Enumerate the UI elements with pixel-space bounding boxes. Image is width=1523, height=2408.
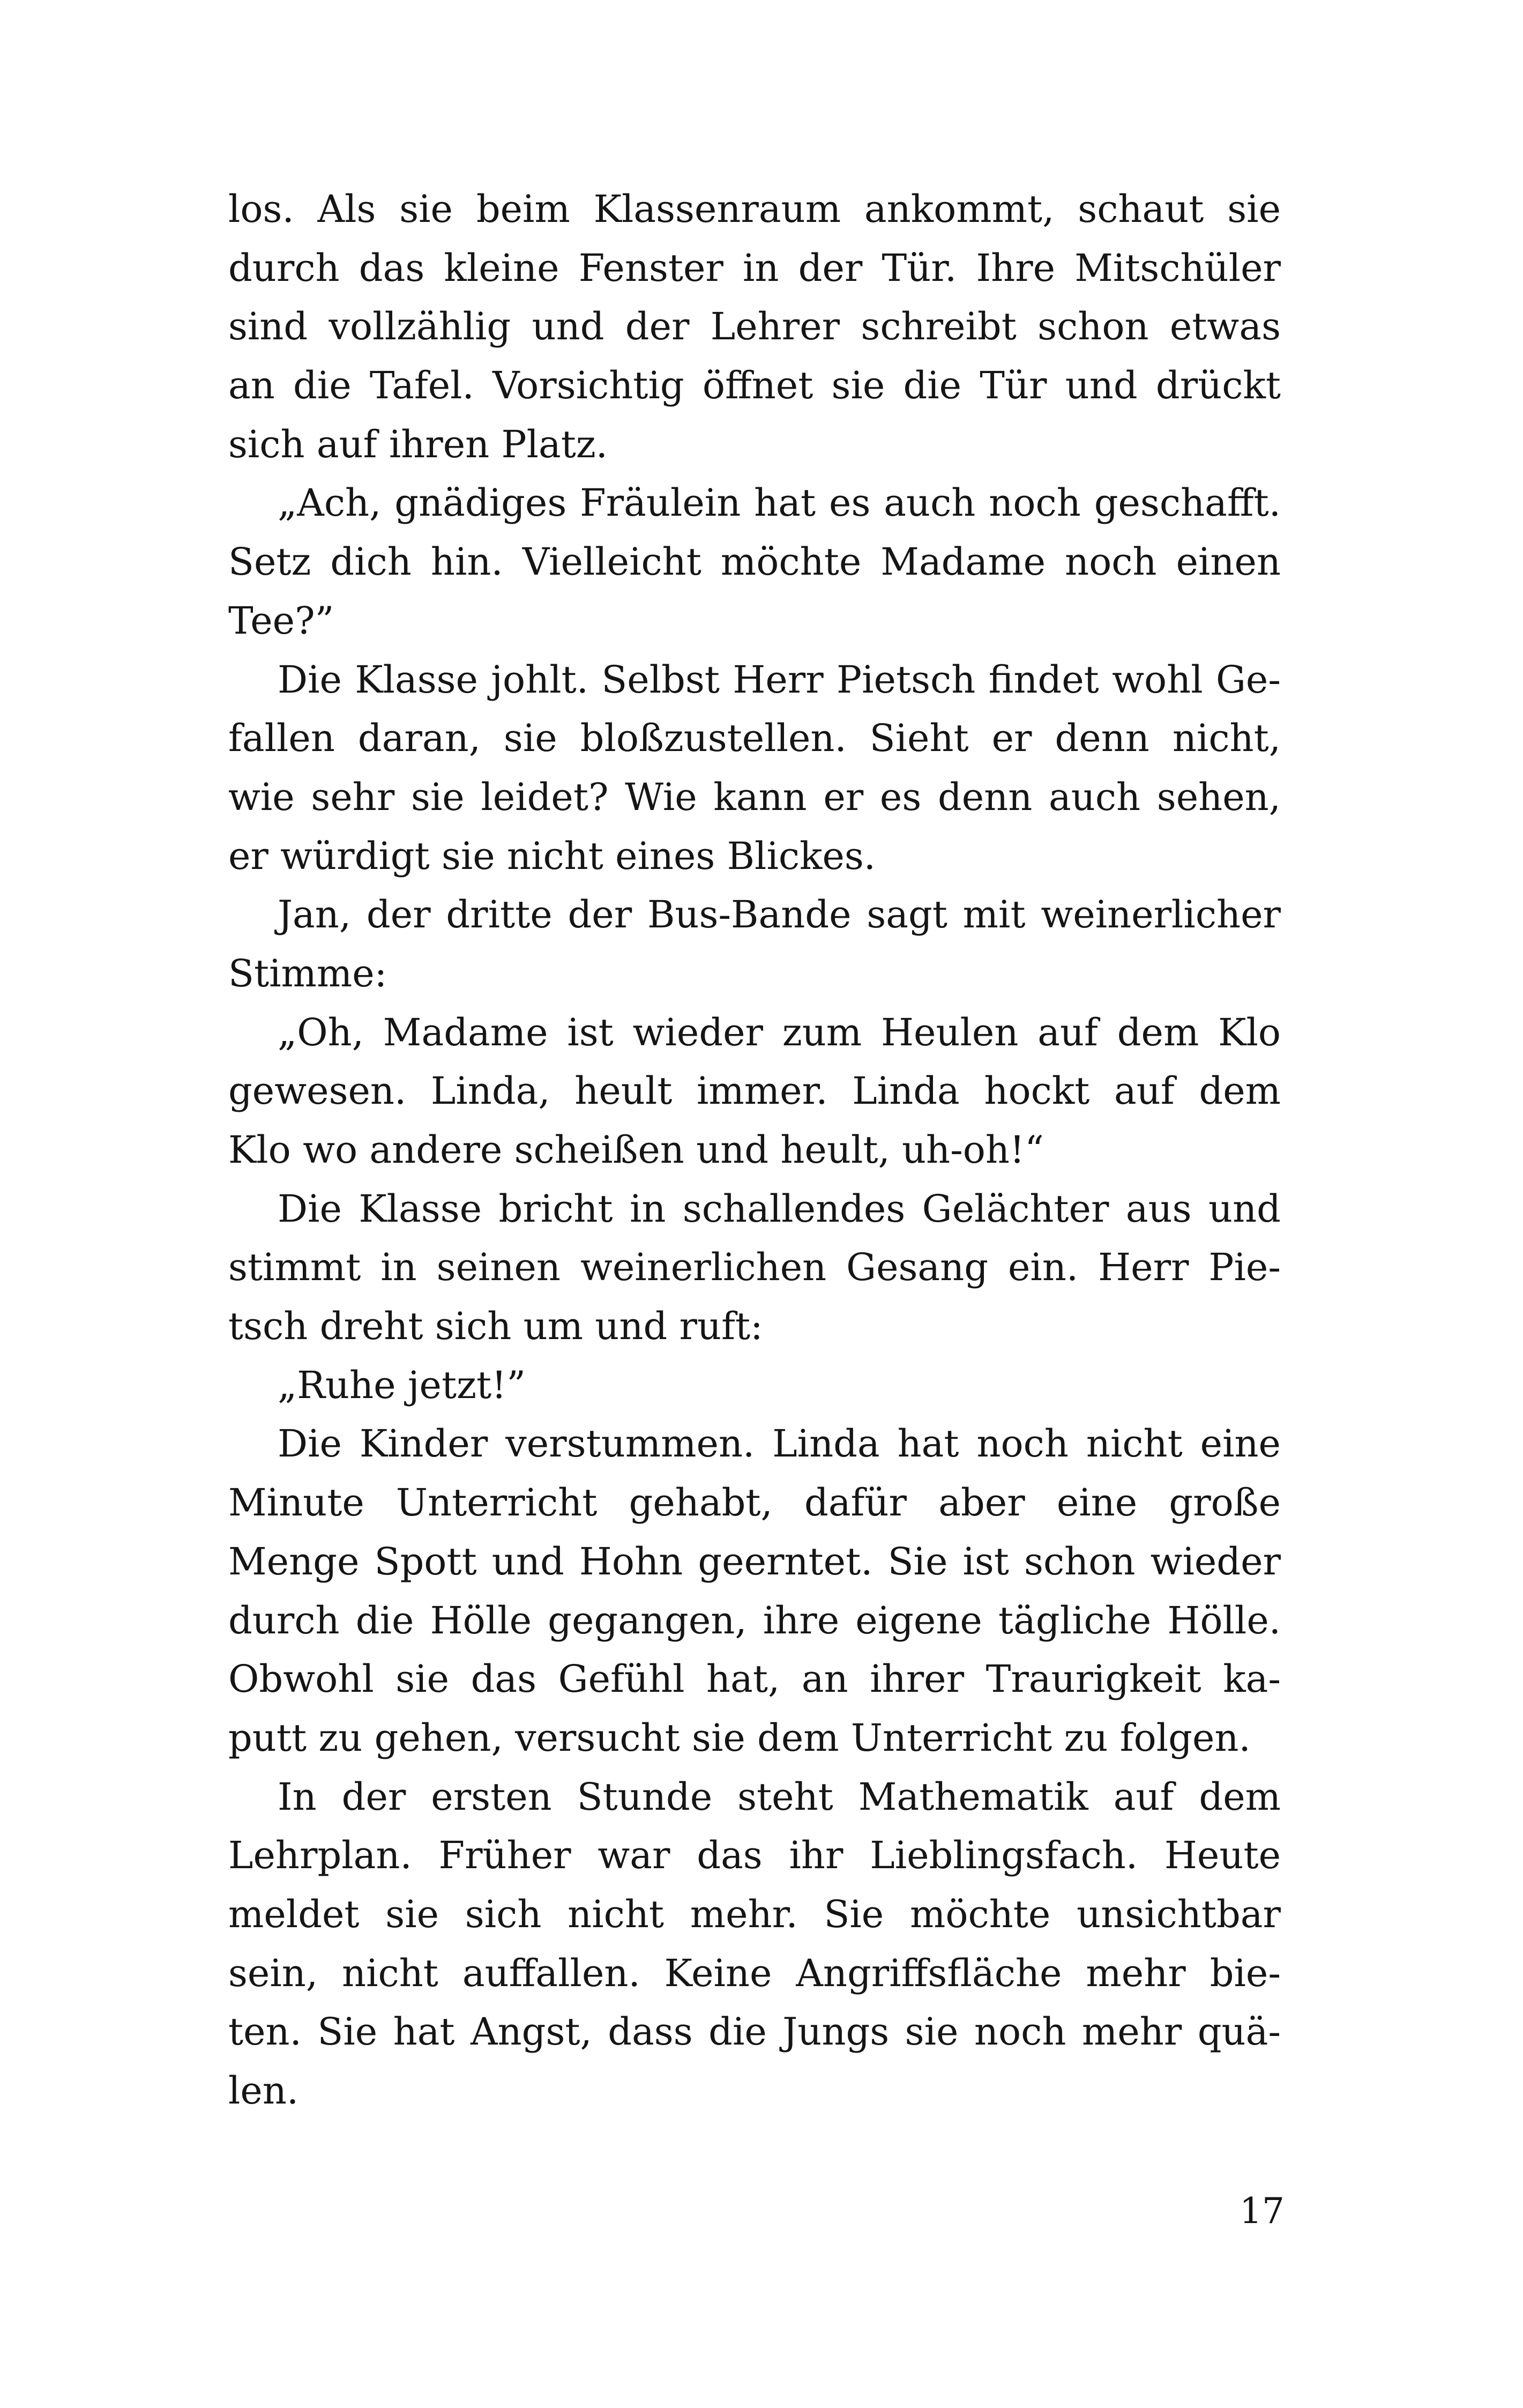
paragraph [228,651,1281,886]
text-line: ten. Sie hat Angst, dass die Jungs sie noch mehr quä- [228,2010,1281,2054]
text-line: „Oh, Madame ist wieder zum Heulen auf dem Klo [278,1010,1281,1054]
text-line: sich auf ihren Platz. [228,422,608,466]
body-text [228,180,1281,2121]
paragraph [228,1356,1281,1415]
text-line: sein, nicht auffallen. Keine Angriffsfläche mehr bie- [228,1951,1281,1995]
text-line: Minute Unterricht gehabt, dafür aber eine große [228,1481,1281,1525]
text-line: putt zu gehen, versucht sie dem Unterricht zu folgen. [228,1715,1251,1760]
text-line: „Ruhe jetzt!” [278,1363,526,1407]
text-line: „Ach, gnädiges Fräulein hat es auch noch geschafft. [278,481,1281,525]
text-line: Die Klasse johlt. Selbst Herr Pietsch findet wohl Ge- [278,657,1281,702]
paragraph [228,180,1281,474]
paragraph [228,1415,1281,1767]
paragraph [228,1180,1281,1356]
text-line: Die Kinder verstummen. Linda hat noch nicht eine [278,1422,1281,1466]
paragraph [228,1004,1281,1180]
text-line: Menge Spott und Hohn geerntet. Sie ist schon wieder [228,1539,1281,1584]
text-line: los. Als sie beim Klassenraum ankommt, schaut sie [228,187,1281,231]
text-line: Obwohl sie das Gefühl hat, an ihrer Traurigkeit ka- [228,1657,1281,1701]
paragraph [228,1768,1281,2121]
text-line: Lehrplan. Früher war das ihr Lieblingsfach. Heute [228,1833,1281,1878]
text-line: durch das kleine Fenster in der Tür. Ihre Mitschüler [228,246,1281,290]
paragraph [228,474,1281,650]
text-line: fallen daran, sie bloßzustellen. Sieht er denn nicht, [228,716,1281,761]
text-line: Klo wo andere scheißen und heult, uh-oh!“ [228,1128,1044,1172]
text-line: an die Tafel. Vorsichtig öffnet sie die Tür und drückt [228,363,1281,408]
text-line: tsch dreht sich um und ruft: [228,1304,763,1349]
text-line: Tee?” [228,598,334,643]
text-line: meldet sie sich nicht mehr. Sie möchte unsichtbar [228,1892,1281,1936]
text-line: Die Klasse bricht in schallendes Gelächter aus und [278,1186,1281,1231]
text-line: Setz dich hin. Vielleicht möchte Madame noch einen [228,540,1281,584]
text-line: er würdigt sie nicht eines Blickes. [228,834,876,878]
text-line: len. [228,2069,299,2113]
text-line: Jan, der dritte der Bus-Bande sagt mit weinerlicher [278,893,1281,937]
page-number: 17 [1240,2190,1285,2232]
paragraph [228,886,1281,1003]
text-line: gewesen. Linda, heult immer. Linda hockt auf dem [228,1069,1281,1113]
text-line: durch die Hölle gegangen, ihre eigene tägliche Hölle. [228,1598,1281,1643]
text-line: stimmt in seinen weinerlichen Gesang ein. Herr Pie- [228,1245,1281,1290]
text-line: Stimme: [228,951,387,995]
text-line: sind vollzählig und der Lehrer schreibt schon etwas [228,304,1281,349]
text-line: wie sehr sie leidet? Wie kann er es denn auch sehen, [228,775,1281,819]
text-line: In der ersten Stunde steht Mathematik auf dem [278,1774,1281,1819]
